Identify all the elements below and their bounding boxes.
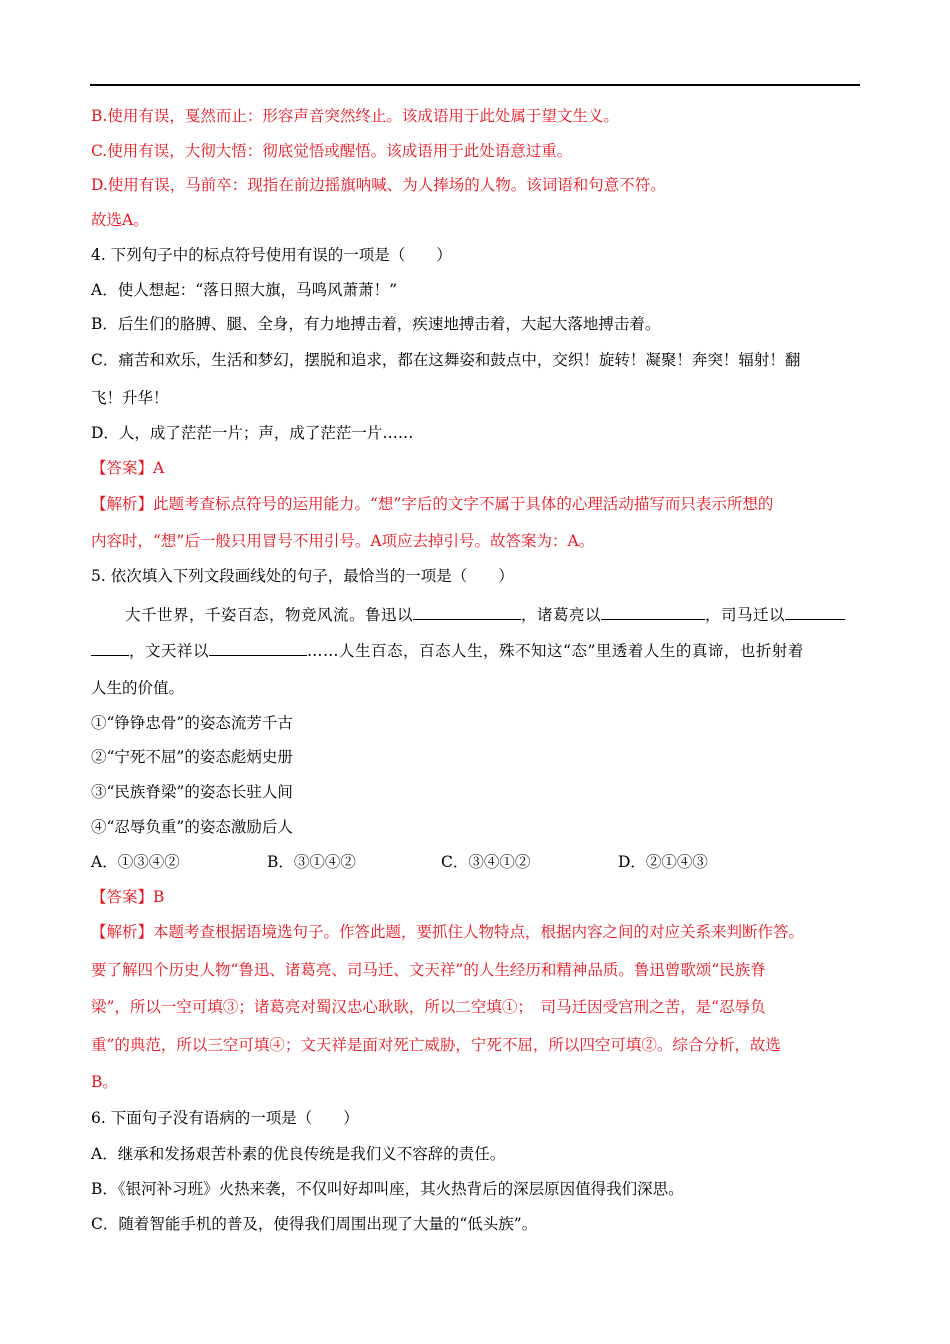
q6-option-b: B．《银河补习班》火热来袭，不仅叫好却叫座，其火热背后的深层原因值得我们深思。 — [91, 1180, 684, 1198]
q5-passage-line2 — [91, 639, 804, 661]
q3-choose: 故选A。 — [91, 211, 149, 229]
q5-options — [91, 852, 791, 872]
q4-option-b: B．后生们的胳膊、腿、全身，有力地搏击着，疾速地搏击着，大起大落地搏击着。 — [91, 315, 661, 333]
q4-answer: 【答案】A — [91, 459, 165, 477]
q5-item-3: ③“民族脊梁”的姿态长驻人间 — [91, 783, 293, 801]
blank-3-end — [91, 639, 129, 656]
q5-option-d: D．②①④③ — [618, 853, 708, 871]
q5-analysis-line1: 【解析】本题考查根据语境选句子。作答此题，要抓住人物特点，根据内容之间的对应关系来判断作答。 — [91, 923, 805, 941]
q4-stem: 4. 下列句子中的标点符号使用有误的一项是（ ） — [91, 246, 452, 264]
q4-option-d: D．人，成了茫茫一片；声，成了茫茫一片…… — [91, 424, 414, 442]
q5-passage-line3: 人生的价值。 — [91, 679, 185, 697]
q4-analysis-line2: 内容时，“想”后一般只用冒号不用引号。A项应去掉引号。故答案为：A。 — [91, 532, 595, 550]
header-rule — [90, 84, 860, 86]
q5-stem: 5. 依次填入下列文段画线处的句子，最恰当的一项是（ ） — [91, 567, 514, 585]
q5-option-b: B．③①④② — [267, 853, 356, 871]
q4-option-a: A．使人想起：“落日照大旗，马鸣风萧萧！” — [91, 281, 398, 299]
q5-analysis-line3: 梁”，所以一空可填③；诸葛亮对蜀汉忠心耿耿，所以二空填①； 司马迁因受宫刑之苦，是“忍辱负 — [91, 998, 766, 1016]
q5-item-2: ②“宁死不屈”的姿态彪炳史册 — [91, 748, 293, 766]
q5-passage-text: ，文天祥以 — [129, 642, 210, 660]
q5-analysis-line4: 重”的典范，所以三空可填④；文天祥是面对死亡威胁，宁死不屈，所以四空可填②。综合分析，故选 — [91, 1036, 781, 1054]
q5-passage-line1 — [125, 603, 845, 625]
q5-analysis-line5: B。 — [91, 1073, 118, 1091]
q6-option-a: A．继承和发扬艰苦朴素的优良传统是我们义不容辞的责任。 — [91, 1145, 506, 1163]
q6-option-c: C．随着智能手机的普及，使得我们周围出现了大量的“低头族”。 — [91, 1215, 538, 1233]
q4-analysis-line1: 【解析】此题考查标点符号的运用能力。“想”字后的文字不属于具体的心理活动描写而只表示所想的 — [91, 495, 774, 513]
q5-passage-text: ，司马迁以 — [705, 606, 786, 624]
q5-passage-text: ，诸葛亮以 — [521, 606, 602, 624]
q5-item-1: ①“铮铮忠骨”的姿态流芳千古 — [91, 714, 293, 732]
q5-passage-text: ……人生百态，百态人生，殊不知这“态”里透着人生的真谛，也折射着 — [307, 642, 804, 660]
q3-explain-d: D.使用有误，马前卒：现指在前边摇旗呐喊、为人捧场的人物。该词语和句意不符。 — [91, 176, 666, 194]
q5-passage-text: 大千世界，千姿百态，物竞风流。鲁迅以 — [125, 606, 414, 624]
q5-answer: 【答案】B — [91, 888, 165, 906]
q4-option-c-line2: 飞！升华！ — [91, 389, 169, 407]
blank-2 — [601, 603, 705, 620]
q6-stem: 6. 下面句子没有语病的一项是（ ） — [91, 1109, 359, 1127]
blank-1 — [413, 603, 521, 620]
q5-item-4: ④“忍辱负重”的姿态激励后人 — [91, 818, 293, 836]
q5-option-a: A．①③④② — [91, 853, 180, 871]
q3-explain-c: C.使用有误，大彻大悟：彻底觉悟或醒悟。该成语用于此处语意过重。 — [91, 142, 573, 160]
q5-option-c: C．③④①② — [441, 853, 531, 871]
blank-3-start — [785, 603, 845, 620]
q3-explain-b: B.使用有误，戛然而止：形容声音突然终止。该成语用于此处属于望文生义。 — [91, 107, 619, 125]
q5-analysis-line2: 要了解四个历史人物“鲁迅、诸葛亮、司马迁、文天祥”的人生经历和精神品质。鲁迅曾歌颂“民族脊 — [91, 961, 766, 979]
q4-option-c-line1: C．痛苦和欢乐，生活和梦幻，摆脱和追求，都在这舞姿和鼓点中，交织！旋转！凝聚！奔突！辐射！翻 — [91, 351, 801, 369]
blank-4 — [209, 639, 307, 656]
